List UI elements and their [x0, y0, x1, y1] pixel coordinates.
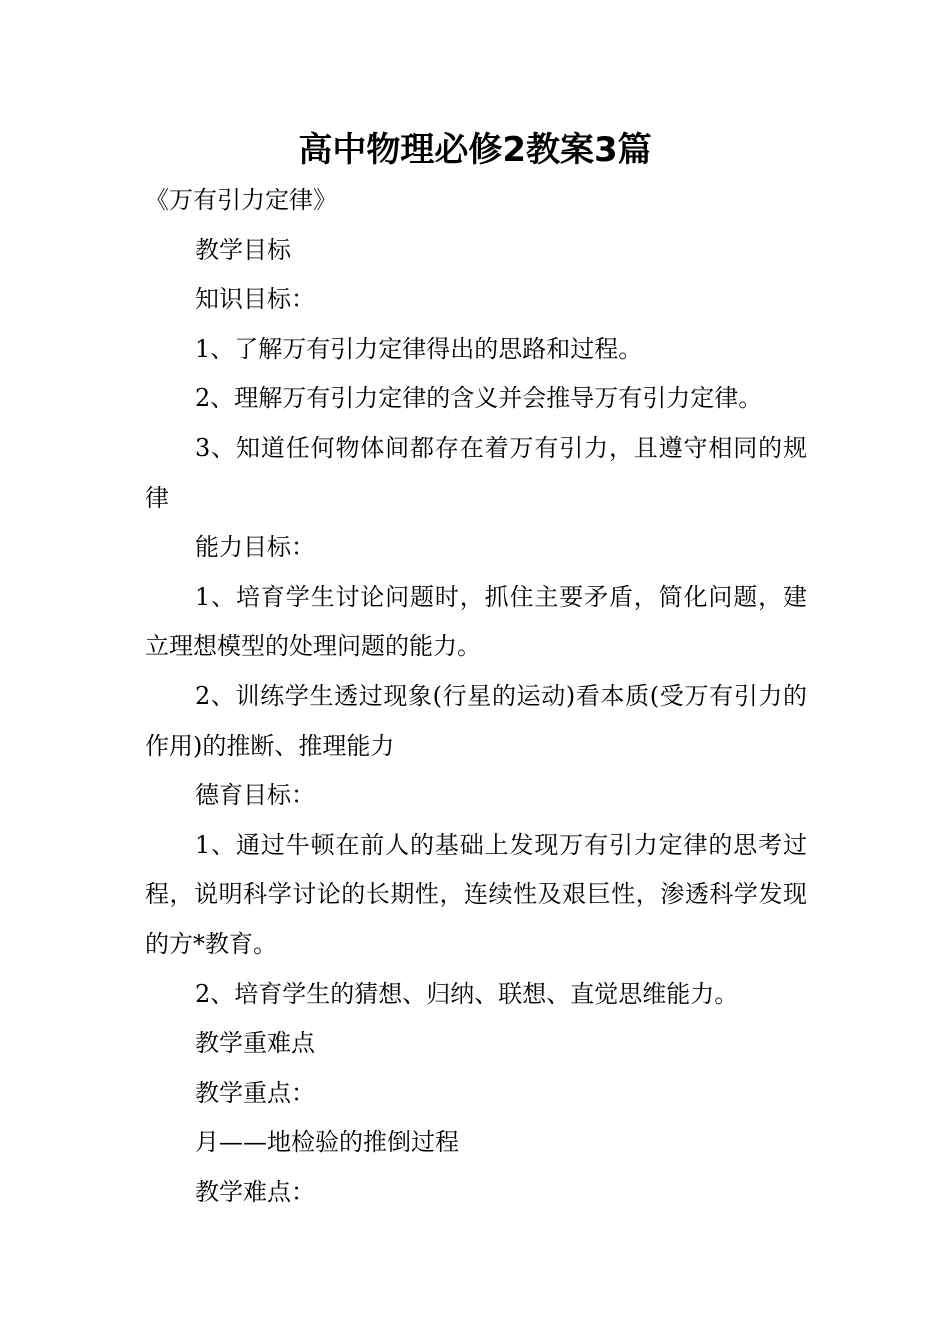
paragraph-key-point-1: 月——地检验的推倒过程: [195, 1128, 459, 1157]
paragraph-difficult-points: 教学难点：: [195, 1177, 315, 1206]
paragraph-ability-2: 2、训练学生透过现象(行星的运动)看本质(受万有引力的作用)的推断、推理能力: [145, 681, 807, 760]
paragraph-key-points: 教学重点：: [195, 1078, 315, 1107]
paragraph-key-difficult-points: 教学重难点: [195, 1029, 315, 1058]
paragraph-knowledge-goals: 知识目标：: [195, 285, 315, 314]
paragraph-ability-1: 1、培育学生讨论问题时，抓住主要矛盾，简化问题，建立理想模型的处理问题的能力。: [145, 582, 807, 661]
document-body: [145, 176, 807, 1217]
paragraph-knowledge-1: 1、了解万有引力定律得出的思路和过程。: [195, 334, 643, 363]
paragraph-knowledge-2: 2、理解万有引力定律的含义并会推导万有引力定律。: [195, 384, 763, 413]
paragraph-teaching-goals: 教学目标: [195, 235, 291, 264]
paragraph-moral-2: 2、培育学生的猜想、归纳、联想、直觉思维能力。: [195, 979, 739, 1008]
paragraph-ability-goals: 能力目标：: [195, 533, 315, 562]
section-title: 《万有引力定律》: [145, 186, 337, 214]
paragraph-moral-goals: 德育目标：: [195, 781, 315, 810]
document-title: 高中物理必修2教案3篇: [298, 130, 652, 170]
paragraph-knowledge-3: 3、知道任何物体间都存在着万有引力，且遵守相同的规律: [145, 433, 807, 512]
paragraph-moral-1: 1、通过牛顿在前人的基础上发现万有引力定律的思考过程，说明科学讨论的长期性，连续性及艰巨性，渗透科学发现的方*教育。: [145, 830, 807, 958]
